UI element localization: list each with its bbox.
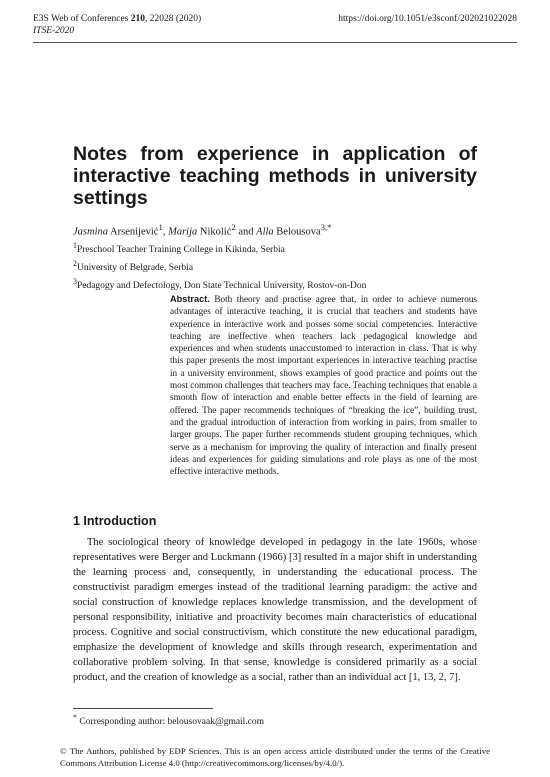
introduction-paragraph: The sociological theory of knowledge developed in pedagogy in the late 1960s, whose representatives were Berger and Luckmann (1966) [3] resulted in a major shift in understanding the learning process and, consequently, in understanding the educational process. The constructivist paradigm emerges instead of the traditional learning paradigm: the active and social construction of knowledge replaces knowledge transmission, and the development of personal responsibility, initiative and proactivity becomes main characteristics of educational process. Cognitive and social constructivism, which constitute the new educational paradigm, emphasize the development of knowledge and skills through research, experimentation and collaborative problem solving. In that sense, knowledge is considered primarily as a social product, and the creation of knowledge as a social, rather than an individual act [1, 13, 2, 7].	[73, 537, 477, 683]
footnote-mark: *	[73, 713, 77, 722]
volume-number: 210	[130, 14, 145, 24]
author-last-name: Belousova	[276, 226, 321, 238]
abstract-text: Both theory and practise agree that, in order to achieve numerous advantages of interactive teaching, it is crucial that teachers and students have experience in interactive work and posses some social competencies. Interactive teaching are ineffective when teachers lack pedagogical knowledge and experiences and when students unaccustomed to interaction in class. That is why this paper presents the most important experiences in interactive teaching practise in a university environment, shows examples of good practice and points out the most common challenges that teachers may face. Teaching techniques that enable a smooth flow of interaction and enable better effects in the field of learning are offered. The paper recommends techniques of “breaking the ice”, building trust, and the gradual introduction of interaction from working in pairs, from smaller to larger groups. The paper further recommends student grouping techniques, which serve as a mechanism for improving the quality of interaction and finally present ideas and experiences for guiding simulations and role plays as one of the most effective interactive methods.	[170, 294, 477, 477]
doi-link[interactable]: https://doi.org/10.1051/e3sconf/202021022028	[338, 14, 517, 24]
author-affiliation-mark: 1	[158, 222, 163, 232]
conference-name: ITSE-2020	[33, 26, 75, 36]
abstract	[170, 293, 477, 477]
journal-citation: E3S Web of Conferences 210, 22028 (2020)	[33, 14, 202, 24]
affiliation-item: $^1$Preschool Teacher Training College in Kikinda, Serbia	[73, 241, 285, 256]
license-notice: © The Authors, published by EDP Sciences. This is an open access article distributed under the terms of the Creative Commons Attribution License 4.0 (http://creativecommons.org/licenses/by/4.0/).	[60, 746, 490, 768]
author-first-name: Jasmina	[73, 226, 108, 238]
section-heading: 1 Introduction	[73, 514, 157, 528]
footnote-rule	[73, 708, 213, 709]
running-header	[33, 14, 517, 36]
paper-title: Notes from experience in application of interactive teaching methods in university settings	[73, 143, 477, 209]
author-last-name: Nikolić	[199, 226, 232, 238]
affiliation-item: $^3$Pedagogy and Defectology, Don State Technical University, Rostov-on-Don	[73, 277, 367, 292]
author-affiliation-mark: 3,*	[320, 222, 332, 232]
affiliation-list	[73, 239, 366, 293]
author-first-name: Marija	[168, 226, 198, 238]
author-affiliation-mark: 2	[231, 222, 236, 232]
abstract-label: Abstract.	[170, 294, 210, 304]
header-rule	[33, 42, 517, 43]
affiliation-item: $^2$University of Belgrade, Serbia	[73, 259, 194, 274]
footnote-text: Corresponding author: belousovaak@gmail.com	[76, 717, 265, 728]
author-first-name: Alla	[256, 226, 274, 238]
author-list: Jasmina Arsenijević$^1$, Marija Nikolić$^2$ and Alla Belousova$^{3,*}$	[73, 222, 332, 238]
author-last-name: Arsenijević	[110, 226, 159, 238]
footnote	[73, 713, 264, 727]
